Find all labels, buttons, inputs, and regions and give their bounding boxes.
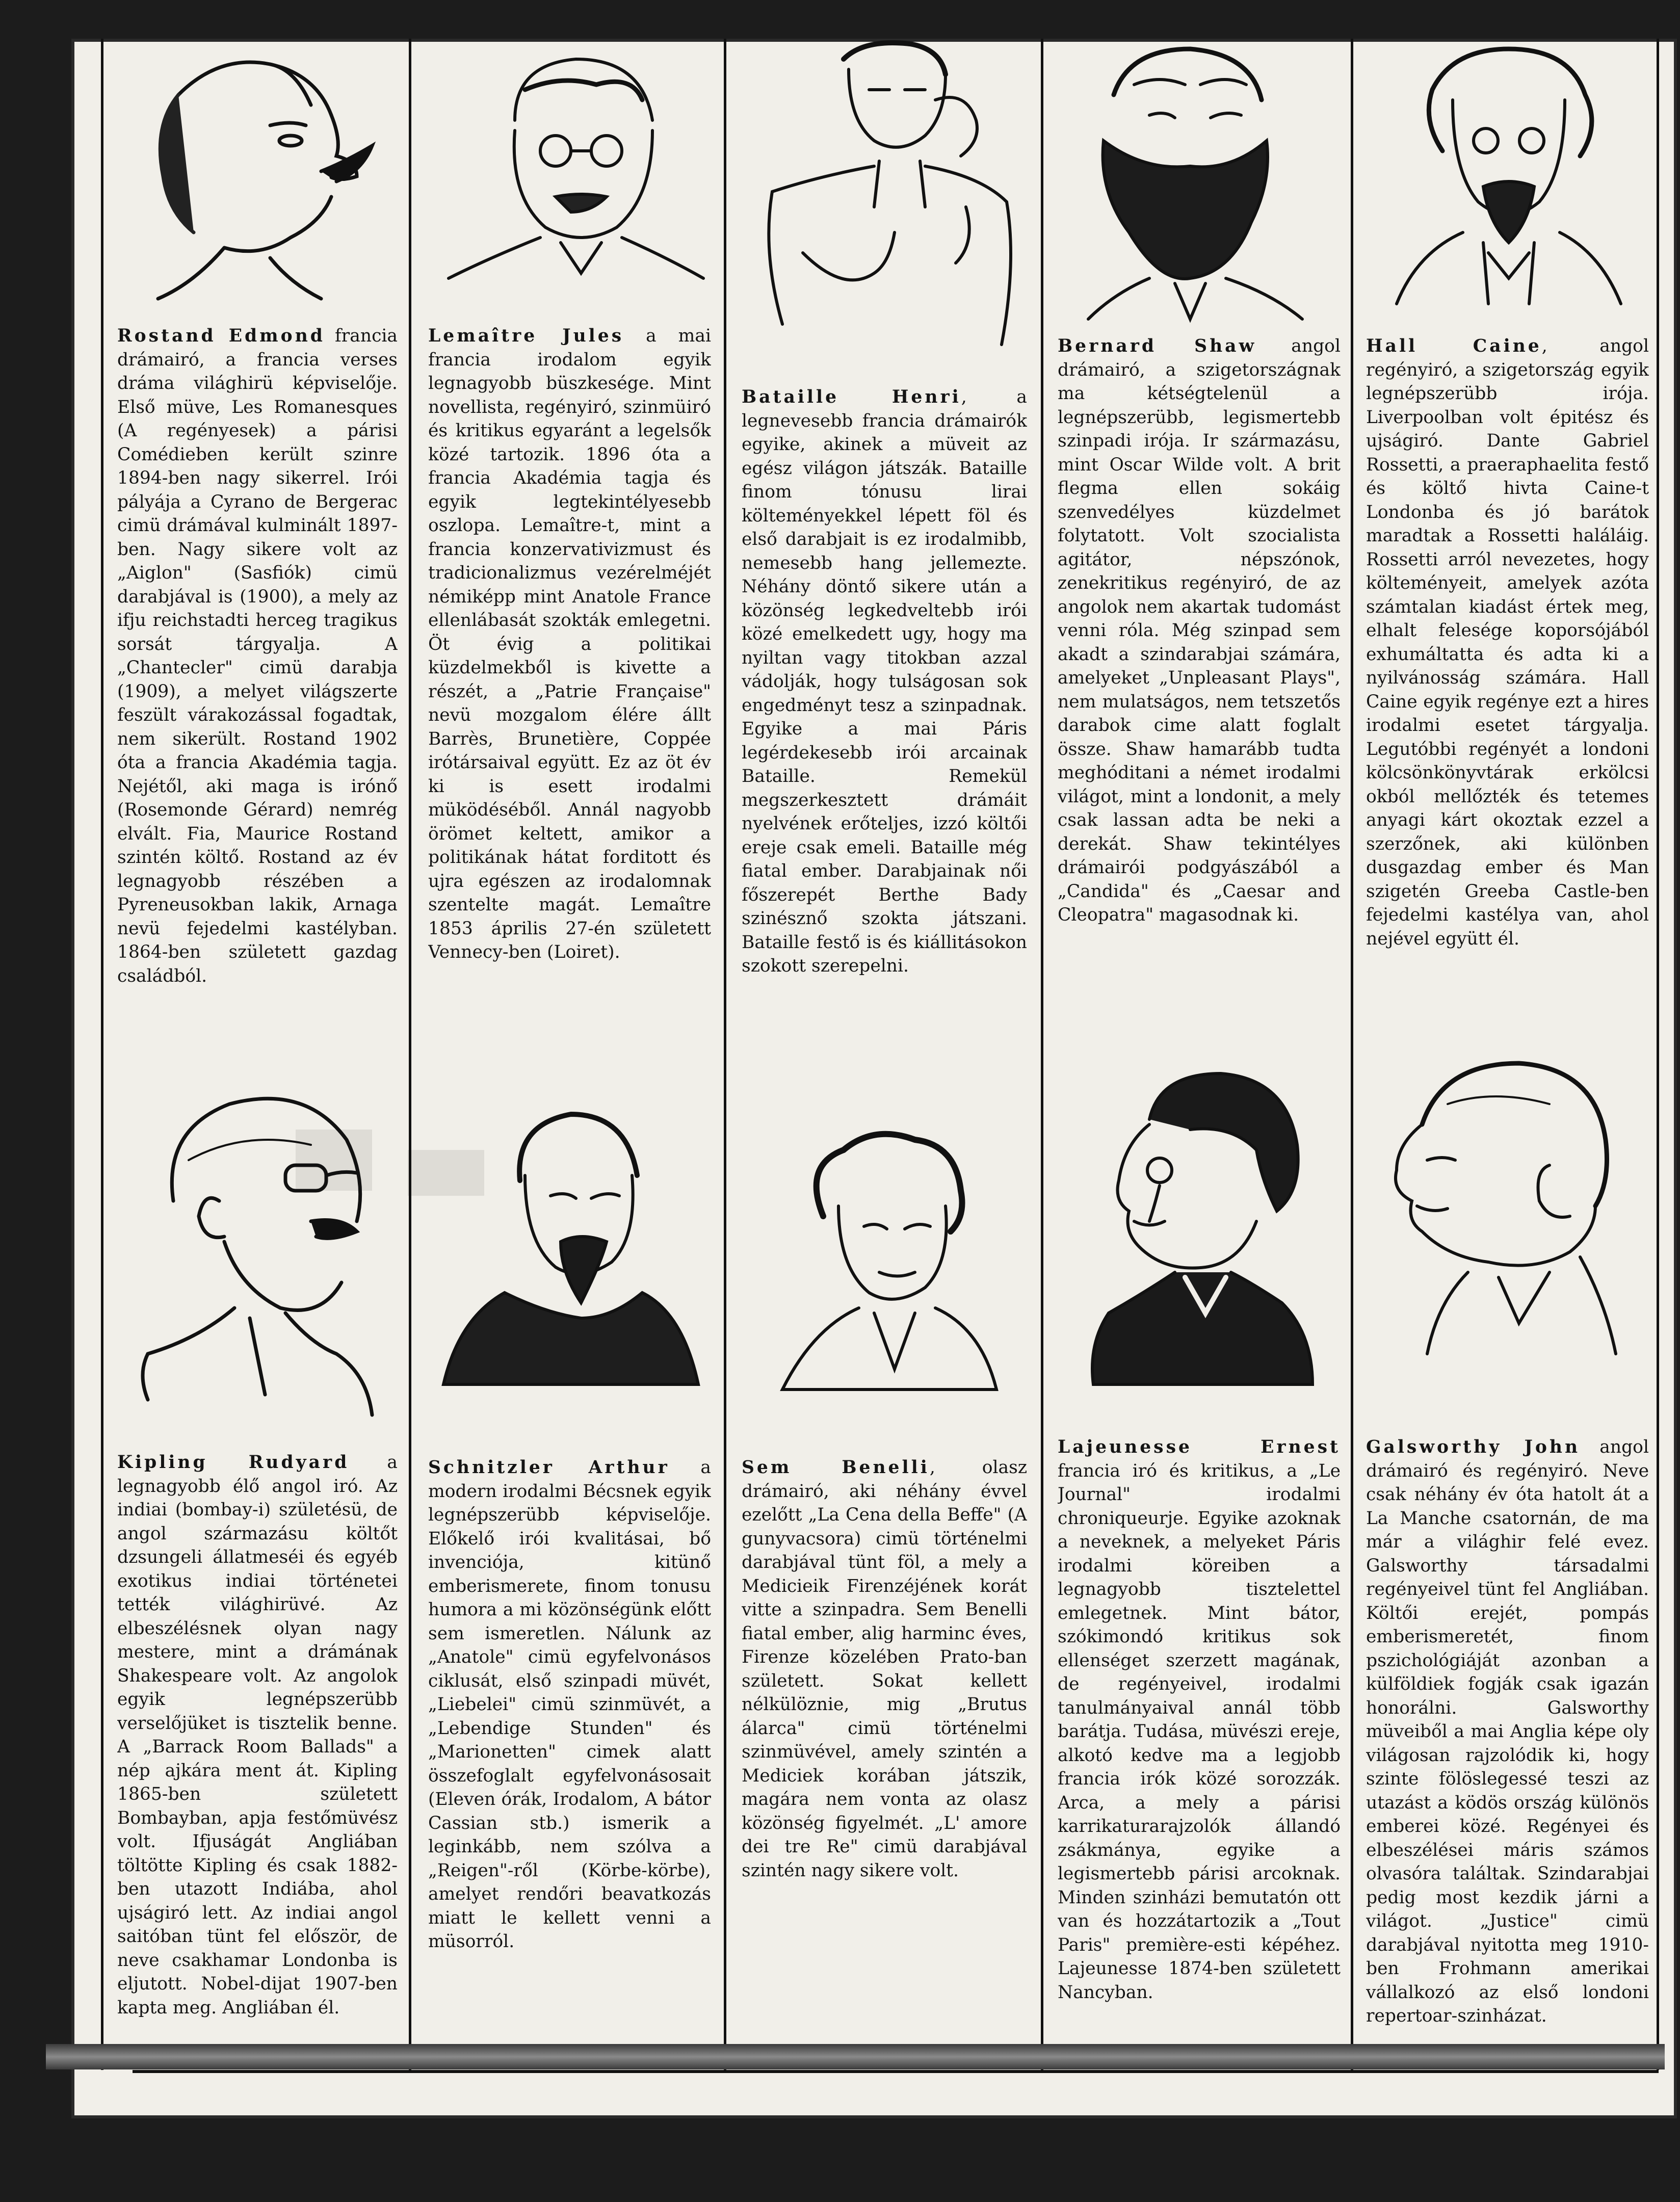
bottom-rule — [133, 2070, 1659, 2073]
portrait-rostand — [117, 44, 398, 309]
bio-body: , olasz drámairó, aki néhány évvel ezelőtt „La Cena della Beffe" (A gunyvacsora) cimü történelmi darabjával tünt föl, a mely a Medicieik Firenzéjének korát vitte a szinpadra. Sem Benelli fiatal ember, alig harminc éves, Firenze közelében Prato-ban született. Sokat kellett nélkülöznie, mig „Brutus álarca" cimü történelmi szinmüvével, amely szintén a Mediciek korában játszik, magára nem vonta az olasz közönség figyelmét. „L' amore dei tre Re" cimü darabjával szintén nagy sikere volt. — [742, 1457, 1027, 1881]
film-edge — [46, 2044, 1665, 2069]
column-1 — [117, 39, 398, 2070]
bio-body: francia iró és kritikus, a „Le Journal" irodalmi chroniqueurje. Egyike azoknak a neveknek, a melyeket Páris irodalmi köreiben a legnagyobb tisztelettel emlegetnek. Mint bátor, szókimondó kritikus sok ellenséget szerzett magának, de regényeivel, irodalmi tanulmányaival annál több barátja. Tudása, müvészi ereje, alkotó kedve ma a legjobb francia irók közé sorozzák. Arca, a mely a párisi karrikaturarajzolók állandó zsákmánya, egyike a legismertebb párisi arcoknak. Minden szinházi bemutatón ott van és hozzátartozik a „Tout Paris" première-esti képéhez. Lajeunesse 1874-ben született Nancyban. — [1058, 1460, 1341, 2003]
column-rule — [1041, 39, 1043, 2070]
portrait-benelli — [742, 1104, 1027, 1430]
bio-text — [1058, 334, 1341, 1043]
bio-body: a legnagyobb élő angol iró. Az indiai (bombay-i) születésü, de angol származásu költőt dzsungeli állatmeséi és egyéb exotikus indiai történetei tették világhirüvé. Az elbeszélésnek olyan nagy mestere, mint a drámának Shakespeare volt. Az angolok egyik legnépszerübb verselőjüket is tisztelik benne. A „Barrack Room Ballads" a nép ajkára ment át. Kipling 1865-ben született Bombayban, apja festőmüvész volt. Ifjuságát Angliában töltötte Kipling és csak 1882-ben utazott Indiába, ahol ujságiró lett. Az indiai angol saitóban tünt fel először, de neve csakhamar Londonba is eljutott. Nobel-dijat 1907-ben kapta meg. Angliában él. — [117, 1452, 398, 2018]
person-name: Lajeunesse Ernest — [1058, 1437, 1341, 1457]
bio-text — [117, 1451, 398, 2047]
newspaper-page — [71, 39, 1677, 2118]
bio-text — [742, 1456, 1027, 2047]
person-name: Galsworthy John — [1366, 1437, 1581, 1457]
portrait-galsworthy — [1366, 1038, 1649, 1405]
column-4 — [1058, 39, 1341, 2070]
column-rule — [409, 39, 411, 2070]
bio-body: francia drámairó, a francia verses dráma világhirü képviselője. Első müve, Les Romanesques (A regényesek) a párisi Comédieben került szinre 1894-ben nagy sikerrel. Irói pályája a Cyrano de Bergerac cimü drámával kulminált 1897-ben. Nagy sikere volt az „Aiglon" (Sasfiók) cimü darabjával is (1900), a mely az ifju reichstadti herceg tragikus sorsát tárgyalja. A „Chantecler" cimü darabja (1909), a melyet világszerte feszült várakozással fogadtak, nem sikerült. Rostand 1902 óta a francia Akadémia tagja. Nejétől, aki maga is irónő (Rosemonde Gérard) nemrég elvált. Fia, Maurice Rostand szintén költő. Rostand az év legnagyobb részében a Pyreneusokban lakik, Arnaga nevü fejedelmi kastélyban. 1864-ben született gazdag családból. — [117, 326, 398, 986]
bio-body: , a legnevesebb francia drámairók egyike, akinek a müveit az egész világon játszák. Bataille finom tónusu lirai költeményekkel lépett föl és első darabjait is ez irodalmibb, nemesebb hang jellemezte. Néhány döntő sikere után a közönség legkedveltebb irói közé emelkedett ugy, hogy ma nyiltan vagy titokban azzal vádolják, hogy tulságosan sok engedményt tesz a szinpadnak. Egyike a mai Páris legérdekesebb irói arcainak Bataille. Remekül megszerkesztett drámáit nyelvének erőteljes, izzó költői ereje csak emeli. Bataille még fiatal ember. Darabjainak női főszerepét Berthe Bady szinésznő szokta játszani. Bataille festő is és kiállitásokon szokott szerepelni. — [742, 387, 1027, 976]
bio-body: , angol regényiró, a szigetország egyik legnépszerübb irója. Liverpoolban volt épitész és ujságiró. Dante Gabriel Rossetti, a praeraphaelita festő és költő hivta Caine-t Londonba és jó barátok maradtak a Rossetti haláláig. Rossetti arról nevezetes, hogy költeményeit, amelyek azóta számtalan kiadást értek meg, elhalt felesége koporsójából exhumáltatta és adta ki a nyilvánosság számára. Hall Caine egyik regénye ezt a hires irodalmi esetet tárgyalja. Legutóbbi regényét a londoni kölcsönkönyvtárak erkölcsi okból mellőzték és tetemes anyagi kárt okoztak ezzel a szerzőnek, aki különben dusgazdag ember és Man szigetén Greeba Castle-ben fejedelmi kastélya van, ahol nejével együtt él. — [1366, 336, 1649, 949]
bio-text — [1366, 334, 1649, 1043]
person-name: Sem Benelli — [742, 1457, 930, 1478]
portrait-shaw — [1058, 39, 1341, 324]
bio-body: angol drámairó és regényiró. Neve csak néhány év óta hatolt át a La Manche csatornán, de ma már a világhir felé evez. Galsworthy társadalmi regényeivel tünt fel Angliában. Költői erejét, pompás emberismeretét, finom pszichológiáját azonban a külföldiek fogják csak igazán honorálni. Galsworthy müveiből a mai Anglia képe oly világosan rajzolódik ki, hogy szinte fölöslegessé teszi az utazást a ködös ország különös emberei közé. Regényei és elbeszélései máris számos olvasóra találtak. Szindarabjai pedig most kezdik járni a világot. „Justice" cimü darabjával nyitotta meg 1910-ben Frohmann amerikai vállalkozó az első londoni repertoar-szinházat. — [1366, 1437, 1649, 2026]
bio-body: angol drámairó, a szigetországnak ma kétségtelenül a legnépszerübb, legismertebb szinpadi irója. Ir származásu, mint Oscar Wilde volt. A brit flegma ellen sokáig szenvedélyes küzdelmet folytatott. Volt szocialista agitátor, népszónok, zenekritikus regényiró, de az angolok nem akartak tudomást venni róla. Még szinpad sem akadt a szindarabjai számára, amelyeket „Unpleasant Plays", nem mulatságos, nem tetszetős darabok cime alatt foglalt össze. Shaw hamarább tudta meghóditani a német irodalmi világot, mint a londonit, a mely csak lassan adta be neki a derekát. Shaw tekintélyes drámairói podgyászából a „Candida" és „Caesar and Cleopatra" magasodnak ki. — [1058, 336, 1341, 925]
portrait-lemaitre — [428, 44, 711, 309]
bio-body: a modern irodalmi Bécsnek egyik legnépszerübb képviselője. Előkelő irói kvalitásai, bő invenciója, kitünő emberismerete, finom tonusu humora a mi közönségünk előtt sem ismeretlen. Nálunk az „Anatole" cimü egyfelvonásos ciklusát, első szinpadi müvét, „Liebelei" cimü szinmüvét, a „Lebendige Stunden" és „Marionetten" cimek alatt összefoglalt egyfelvonásosait (Eleven órák, Irodalom, A bátor Cassian stb.) ismerik a leginkább, nem szólva a „Reigen"-ről (Körbe-körbe), amelyet rendőri beavatkozás miatt le kellett venni a müsorról. — [428, 1457, 711, 1952]
person-name: Lemaître Jules — [428, 326, 624, 346]
column-rule — [1351, 39, 1353, 2070]
person-name: Kipling Rudyard — [117, 1452, 350, 1473]
bio-body: a mai francia irodalom egyik legnagyobb büszkesége. Mint novellista, regényiró, szinmüiró és kritikus egyaránt a legelsők közé tartozik. 1896 óta a francia Akadémia tagja és egyik legtekintélyesebb oszlopa. Lemaître-t, mint a francia konzervativizmust és tradicionalizmus vezérelméjét némiképp mint Anatole France ellenlábasát szokták emlegetni. Öt évig a politikai küzdelmekből is kivette a részét, a „Patrie Française" nevü mozgalom élére állt Barrès, Brunetière, Coppée irótársaival együtt. Ez az öt év ki is esett irodalmi müködéséből. Annál nagyobb örömet keltett, amikor a politikának hátat forditott és ujra egészen az irodalomnak szentelte magát. Lemaître 1853 április 27-én született Vennecy-ben (Loiret). — [428, 326, 711, 962]
bio-text — [742, 385, 1027, 1114]
bio-text — [117, 324, 398, 1114]
portrait-schnitzler — [428, 1079, 711, 1435]
portrait-lajeunesse — [1058, 1058, 1341, 1415]
portrait-hall-caine — [1366, 39, 1649, 324]
bio-text — [1058, 1435, 1341, 2047]
column-rule — [724, 39, 726, 2070]
bio-text — [1366, 1435, 1649, 2047]
column-rule — [101, 39, 103, 2070]
person-name: Hall Caine — [1366, 336, 1542, 356]
person-name: Schnitzler Arthur — [428, 1457, 670, 1478]
bio-text — [428, 324, 711, 1089]
column-3 — [742, 39, 1027, 2070]
column-rule — [1657, 39, 1659, 2070]
person-name: Bernard Shaw — [1058, 336, 1257, 356]
person-name: Bataille Henri — [742, 387, 961, 407]
person-name: Rostand Edmond — [117, 326, 325, 346]
column-5 — [1366, 39, 1649, 2070]
column-2 — [428, 39, 711, 2070]
portrait-bataille — [742, 39, 1027, 365]
portrait-kipling — [117, 1068, 398, 1425]
bio-text — [428, 1456, 711, 2047]
